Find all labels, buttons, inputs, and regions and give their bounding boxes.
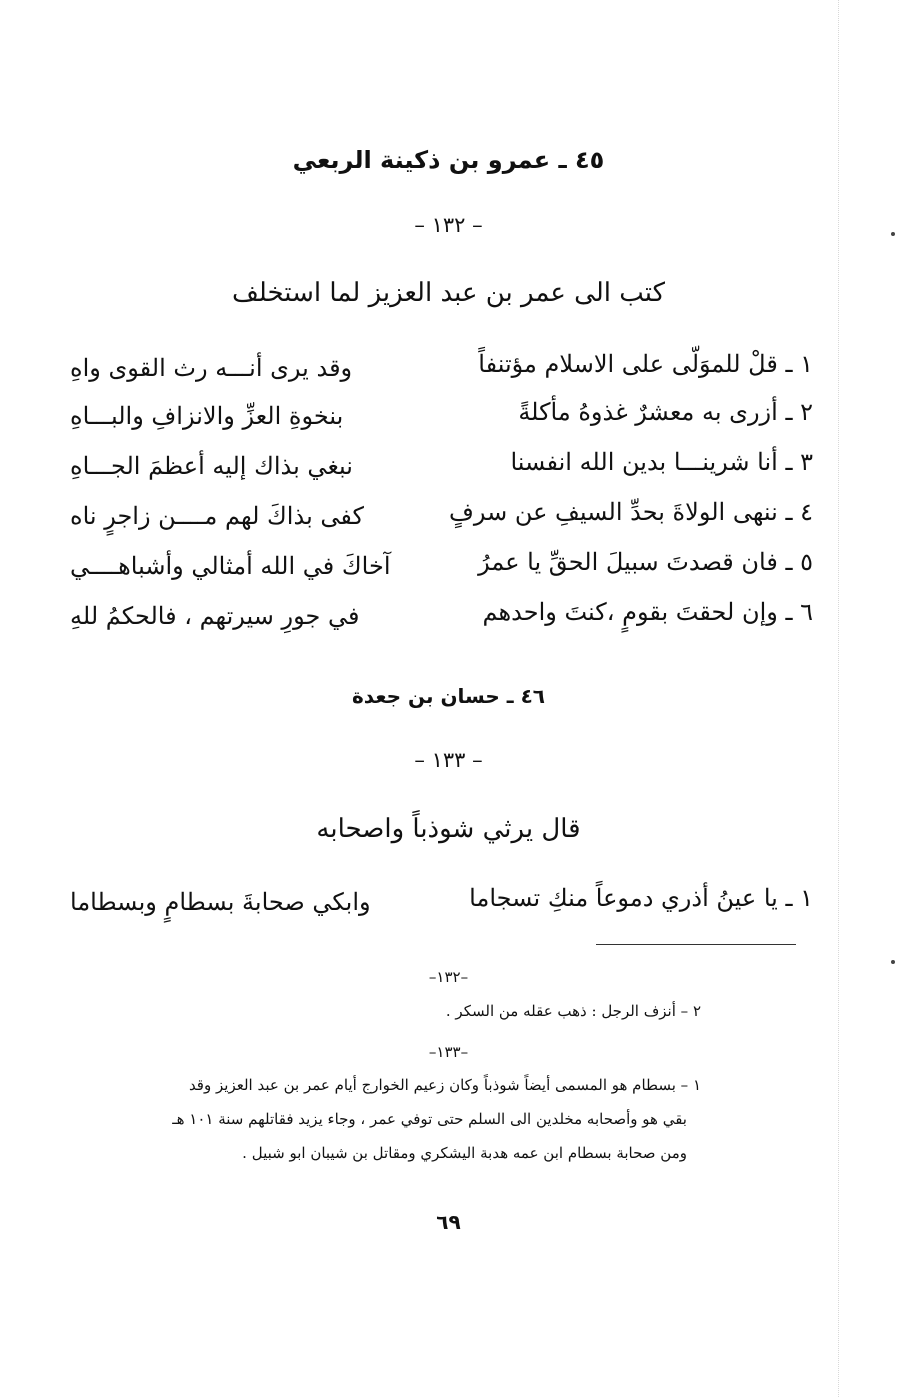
verse-6-second-hemistich: في جورِ سيرتهم ، فالحكمُ للهِ xyxy=(70,602,360,630)
verse-1-second-hemistich: وابكي صحابةَ بسطامٍ وبسطاما xyxy=(70,888,371,916)
footnote-label-132: –١٣٢– xyxy=(428,968,469,986)
verse-4-second-hemistich: كفى بذاكَ لهم مــــن زاجرٍ ناه xyxy=(70,502,364,530)
section-heading-46: ٤٦ ـ حسان بن جعدة xyxy=(351,684,546,708)
footnote-132-text: ٢ – أنزف الرجل : ذهب عقله من السكر . xyxy=(445,1002,701,1020)
footnote-133-line-3: ومن صحابة بسطام ابن عمه هدبة اليشكري ومقاتل بن شيبان ابو شبيل . xyxy=(242,1144,687,1162)
footnote-label-133: –١٣٣– xyxy=(428,1043,469,1061)
verse-4-first-hemistich: ٤ ـ ننهى الولاةَ بحدِّ السيفِ عن سرفٍ xyxy=(448,498,813,526)
verse-6-first-hemistich: ٦ ـ وإن لحقتَ بقومٍ ،كنتَ واحدهم xyxy=(482,598,813,626)
verse-1-first-hemistich: ١ ـ يا عينُ أذري دموعاً منكِ تسجاما xyxy=(469,884,813,912)
verse-2-first-hemistich: ٢ ـ أزرى به معشرٌ غذوهُ مأكلةً xyxy=(518,398,813,426)
verse-2-second-hemistich: بنخوةِ العزِّ والانزافِ والبـــاهِ xyxy=(70,402,344,430)
poem-number-133: – ١٣٣ – xyxy=(414,748,483,772)
section-heading-45: ٤٥ ـ عمرو بن ذكينة الربعي xyxy=(292,146,605,174)
footnote-133-line-2: بقي هو وأصحابه مخلدين الى السلم حتى توفي عمر ، وجاء يزيد فقاتلهم سنة ١٠١ هـ xyxy=(172,1110,687,1128)
footnote-separator xyxy=(596,944,796,945)
verse-1-second-hemistich: وقد يرى أنـــه رث القوى واهِ xyxy=(70,354,353,382)
poem-number-132: – ١٣٢ – xyxy=(414,213,483,237)
verse-1-first-hemistich: ١ ـ قلْ للموَلّى على الاسلام مؤتنفاً xyxy=(478,350,813,378)
poem-subtitle-133: قال يرثي شوذباً واصحابه xyxy=(316,814,581,844)
verse-5-first-hemistich: ٥ ـ فان قصدتَ سبيلَ الحقِّ يا عمرُ xyxy=(478,548,813,576)
footnote-133-line-1: ١ – بسطام هو المسمى أيضاً شوذباً وكان زعيم الخوارج أيام عمر بن عبد العزيز وقد xyxy=(188,1076,701,1094)
verse-3-second-hemistich: نبغي بذاك إليه أعظمَ الجـــاهِ xyxy=(70,452,353,480)
page-number: ٦٩ xyxy=(436,1210,461,1234)
margin-mark xyxy=(891,960,895,964)
poem-subtitle-132: كتب الى عمر بن عبد العزيز لما استخلف xyxy=(232,278,665,308)
verse-5-second-hemistich: آخاكَ في الله أمثالي وأشباهــــي xyxy=(70,552,391,580)
verse-3-first-hemistich: ٣ ـ أنا شرينـــا بدين الله انفسنا xyxy=(510,448,813,476)
